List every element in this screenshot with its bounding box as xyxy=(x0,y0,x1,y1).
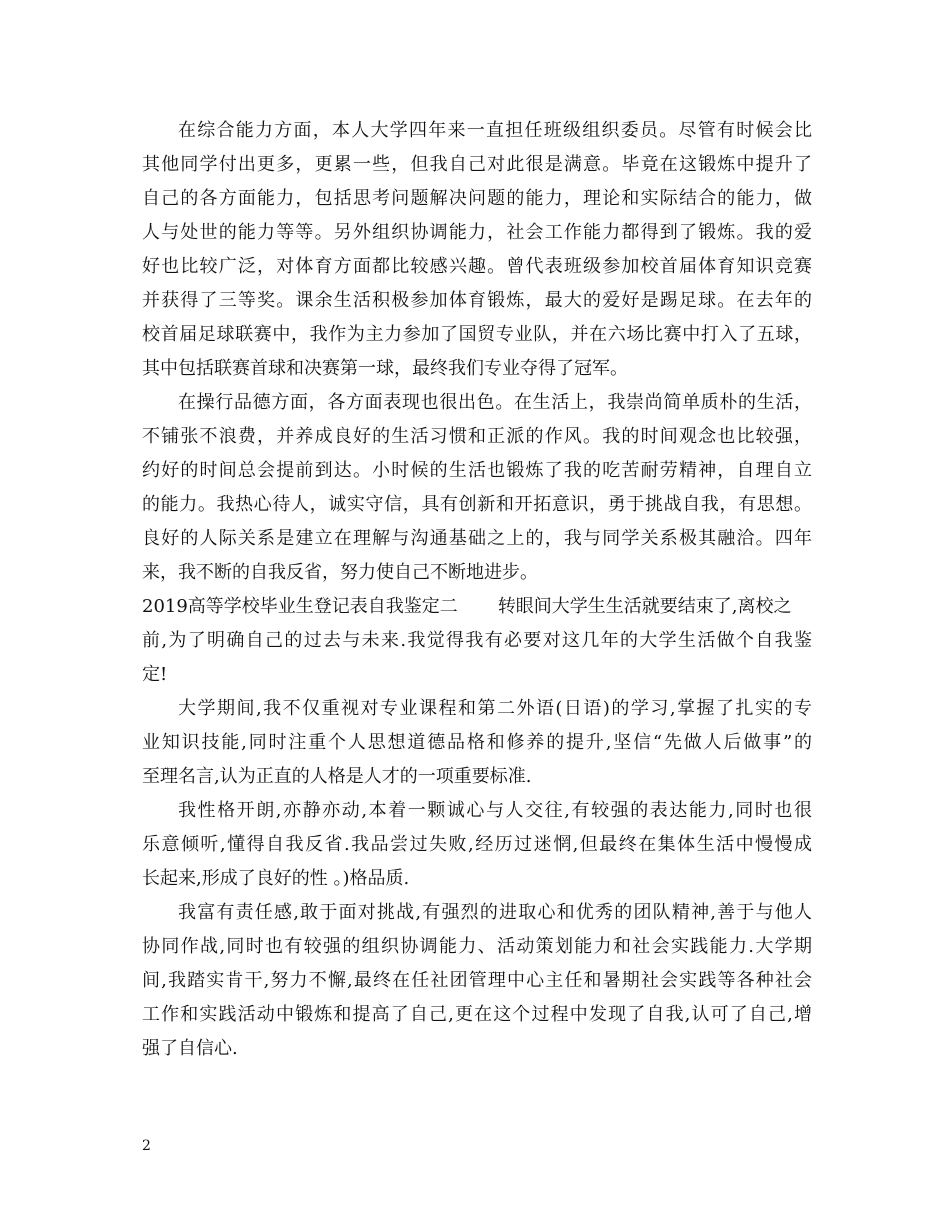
paragraph-line: 并获得了三等奖。课余生活积极参加体育锻炼，最大的爱好是踢足球。在去年的 xyxy=(142,290,812,311)
paragraph-line: 乐意倾听,懂得自我反省.我品尝过失败,经历过迷惘,但最终在集体生活中慢慢成 xyxy=(142,834,812,855)
paragraph-line: 良好的人际关系是建立在理解与沟通基础之上的，我与同学关系极其融洽。四年 xyxy=(142,528,812,549)
paragraph-line: 我性格开朗,亦静亦动,本着一颗诚心与人交往,有较强的表达能力,同时也很 xyxy=(178,800,812,821)
paragraph-line: 其他同学付出更多，更累一些，但我自己对此很是满意。毕竟在这锻炼中提升了 xyxy=(142,154,812,175)
paragraph-line: 其中包括联赛首球和决赛第一球，最终我们专业夺得了冠军。 xyxy=(142,358,628,379)
paragraph-line: 我富有责任感,敢于面对挑战,有强烈的进取心和优秀的团队精神,善于与他人 xyxy=(178,902,812,923)
paragraph-line: 人与处世的能力等等。另外组织协调能力，社会工作能力都得到了锻炼。我的爱 xyxy=(142,222,812,243)
paragraph-line: 不铺张不浪费，并养成良好的生活习惯和正派的作风。我的时间观念也比较强， xyxy=(142,426,812,447)
paragraph-line: 大学期间,我不仅重视对专业课程和第二外语(日语)的学习,掌握了扎实的专 xyxy=(178,698,812,719)
paragraph-line: 的能力。我热心待人，诚实守信，具有创新和开拓意识，勇于挑战自我，有思想。 xyxy=(142,494,812,515)
paragraph-line: 在操行品德方面，各方面表现也很出色。在生活上，我崇尚简单质朴的生活， xyxy=(178,392,812,413)
paragraph-line: 间,我踏实肯干,努力不懈,最终在任社团管理中心主任和暑期社会实践等各种社会 xyxy=(142,970,812,991)
paragraph-line: 长起来,形成了良好的性 。)格品质. xyxy=(142,868,410,889)
paragraph-line: 强了自信心. xyxy=(142,1038,238,1059)
page-number: 2 xyxy=(142,1138,151,1154)
paragraph-line: 好也比较广泛，对体育方面都比较感兴趣。曾代表班级参加校首届体育知识竞赛 xyxy=(142,256,812,277)
paragraph-line: 定! xyxy=(142,664,168,685)
paragraph-line: 协同作战,同时也有较强的组织协调能力、活动策划能力和社会实践能力.大学期 xyxy=(142,936,812,957)
paragraph-text: 转眼间大学生生活就要结束了,离校之 xyxy=(497,596,792,617)
paragraph-line: 业知识技能,同时注重个人思想道德品格和修养的提升,坚信“先做人后做事”的 xyxy=(142,732,812,753)
paragraph-line: 来，我不断的自我反省，努力使自己不断地进步。 xyxy=(142,562,538,583)
paragraph-line: 工作和实践活动中锻炼和提高了自己,更在这个过程中发现了自我,认可了自己,增 xyxy=(142,1004,812,1025)
paragraph-line: 在综合能力方面，本人大学四年来一直担任班级组织委员。尽管有时候会比 xyxy=(178,120,812,141)
paragraph-line: 校首届足球联赛中，我作为主力参加了国贸专业队，并在六场比赛中打入了五球， xyxy=(142,324,812,345)
paragraph-line: 前,为了明确自己的过去与未来.我觉得我有必要对这几年的大学生活做个自我鉴 xyxy=(142,630,812,651)
section-heading: 2019高等学校毕业生登记表自我鉴定二 xyxy=(142,596,458,617)
section-heading-line xyxy=(142,595,812,619)
paragraph-line: 自己的各方面能力，包括思考问题解决问题的能力，理论和实际结合的能力，做 xyxy=(142,188,812,209)
paragraph-line: 至理名言,认为正直的人格是人才的一项重要标准. xyxy=(142,766,532,787)
paragraph-line: 约好的时间总会提前到达。小时候的生活也锻炼了我的吃苦耐劳精神，自理自立 xyxy=(142,460,812,481)
